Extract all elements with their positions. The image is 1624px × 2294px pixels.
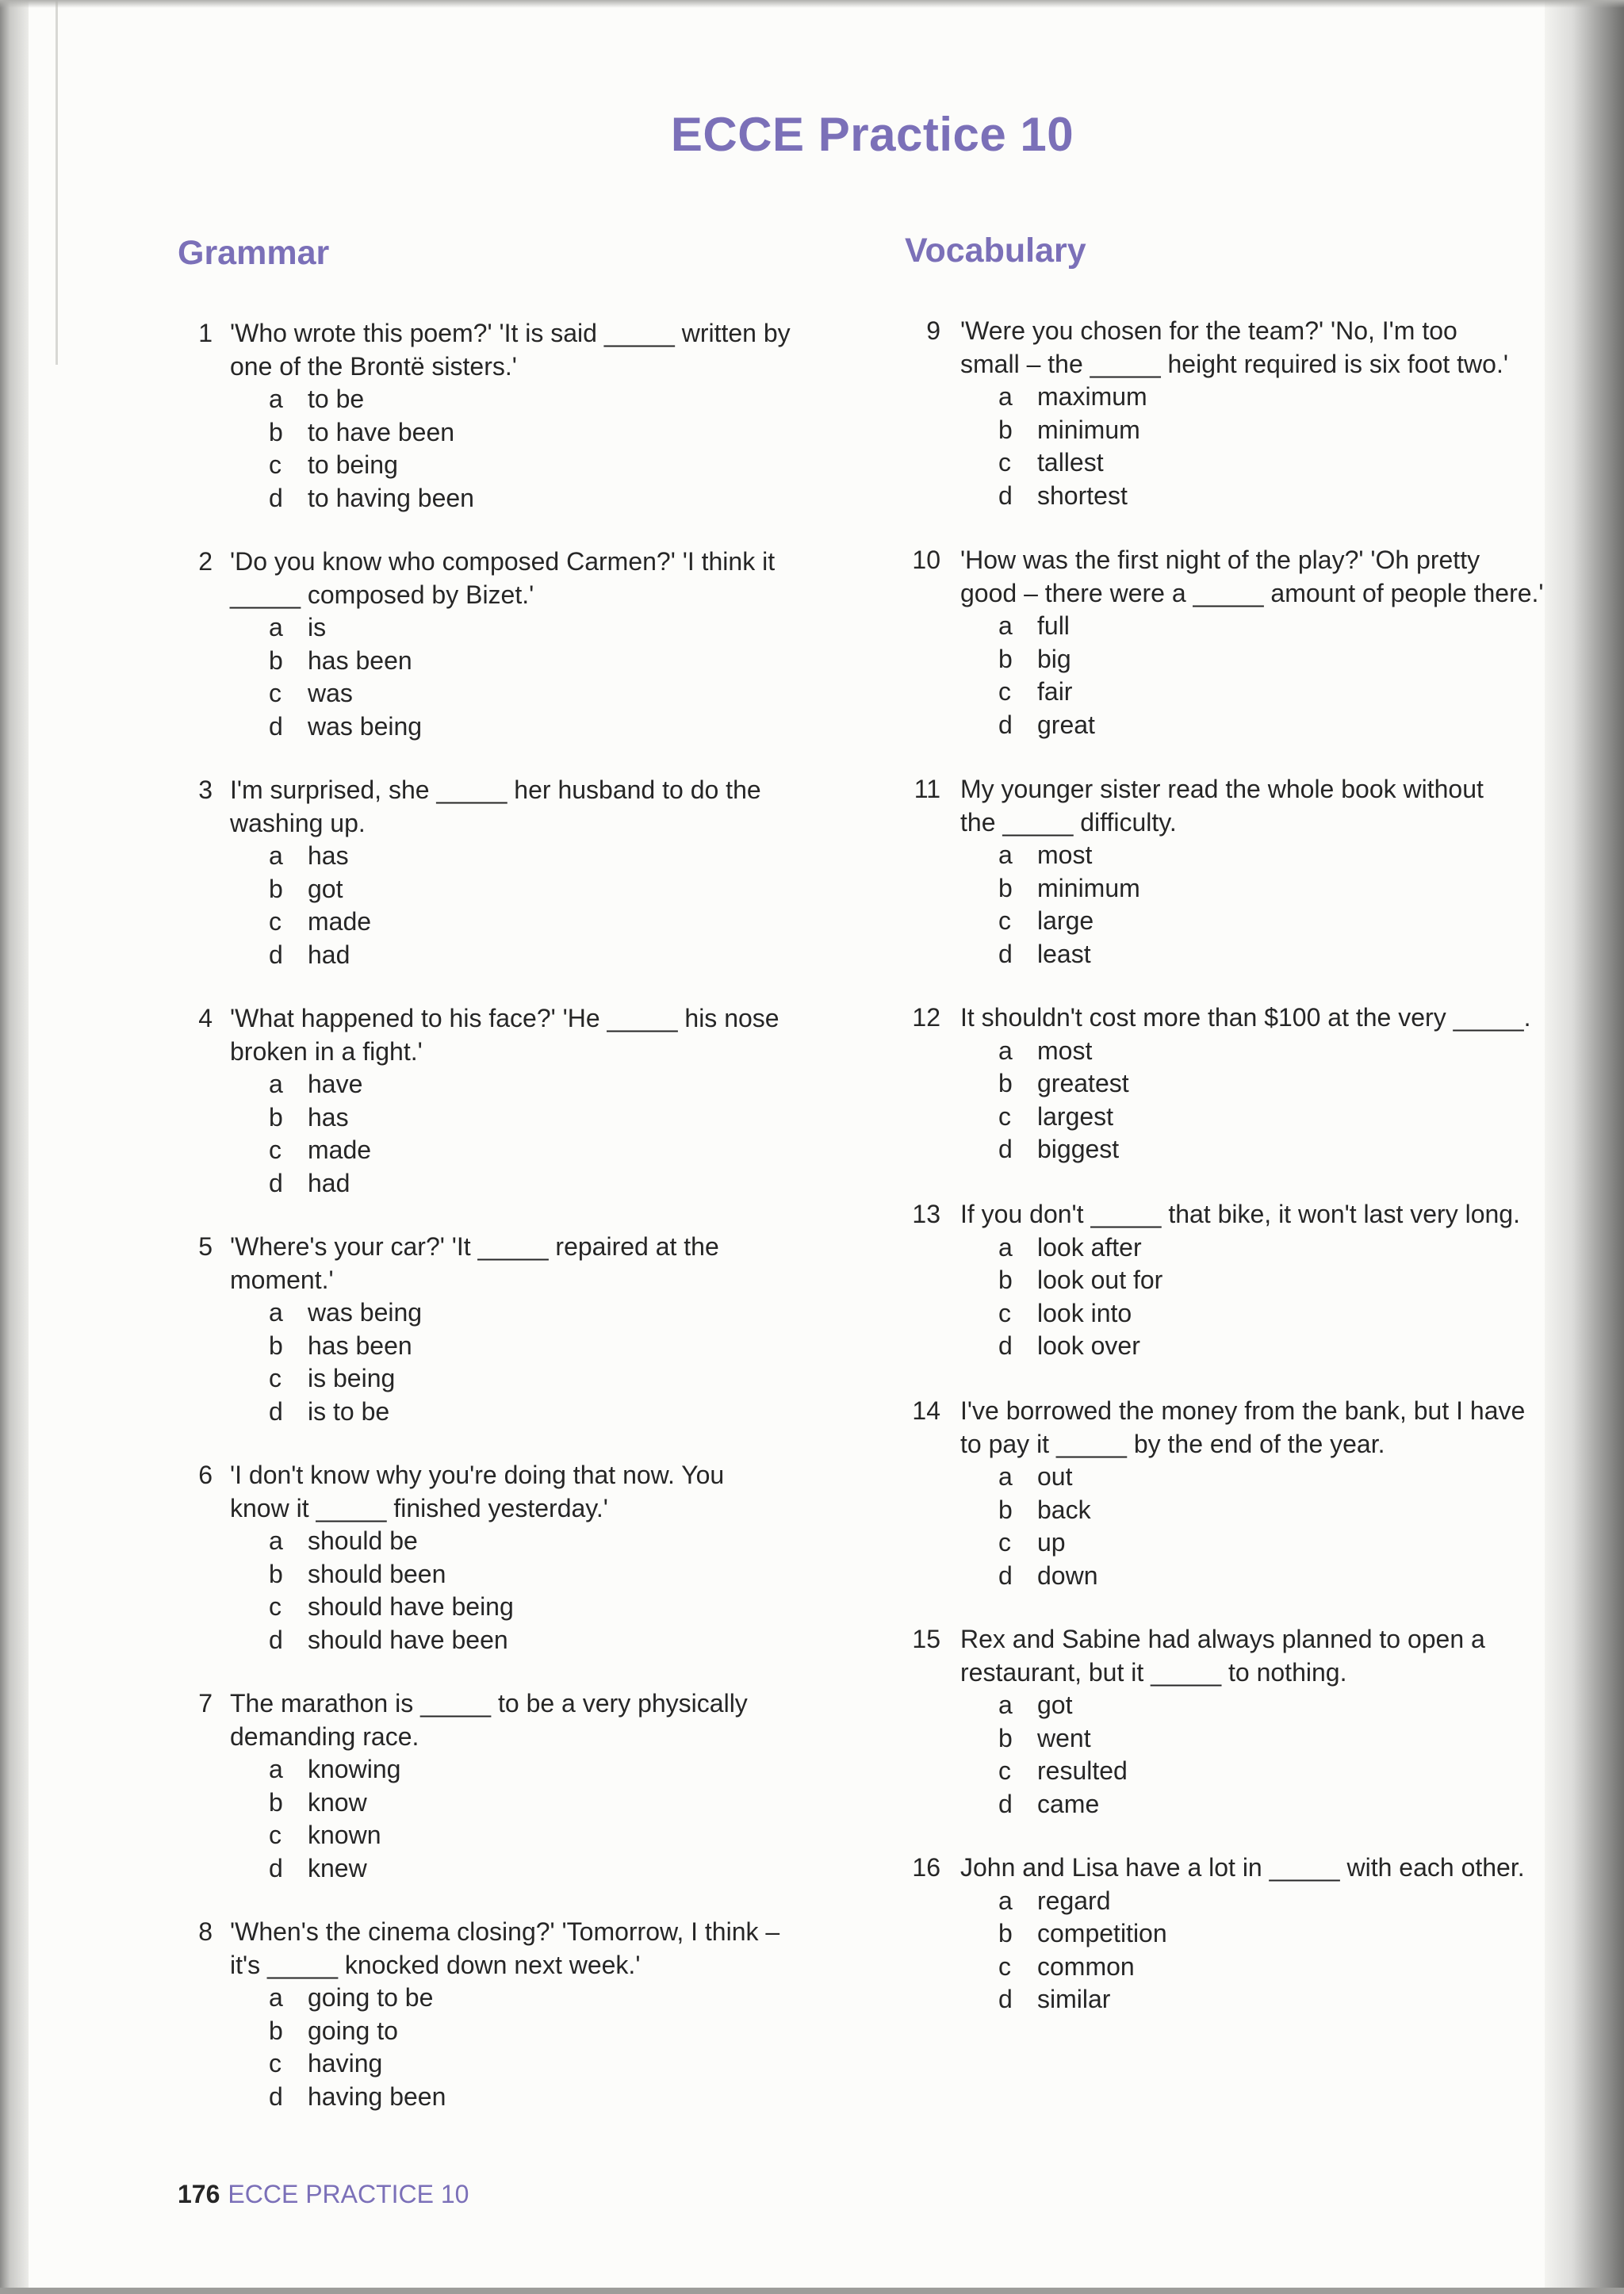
option-text: most [1037,1036,1093,1065]
answer-option-b [269,1330,848,1363]
option-letter: d [269,940,283,969]
option-letter: a [998,611,1013,640]
option-letter: d [269,1853,283,1882]
option-text: largest [1037,1101,1114,1131]
option-text: was [308,679,353,707]
answer-option-d [269,710,848,744]
answer-option-a [998,1885,1563,1918]
question-number: 8 [198,1917,213,1946]
question-stem-line: 'Where's your car?' 'It _____ repaired at the [230,1232,719,1261]
option-letter: d [269,2081,283,2111]
question-stem-line: the _____ difficulty. [960,807,1177,837]
option-text: having [308,2049,383,2078]
question-stem-line: moment.' [230,1265,334,1294]
option-text: regard [1037,1886,1111,1915]
option-text: least [1037,939,1091,968]
question-stem-line: I'm surprised, she _____ her husband to do the [230,776,761,804]
option-letter: d [998,481,1013,510]
option-text: up [1037,1528,1066,1557]
option-text: should be [308,1526,418,1555]
answer-options [269,840,848,971]
answer-option-b [269,2015,848,2048]
answer-option-a [269,1753,848,1787]
option-text: knowing [308,1755,401,1783]
answer-option-d [998,709,1563,742]
option-letter: c [269,1364,282,1392]
option-text: has [308,1102,349,1132]
option-letter: d [269,1625,283,1654]
question-stem-line: broken in a fight.' [230,1036,423,1066]
question-stem-line: it's _____ knocked down next week.' [230,1950,641,1979]
question-stem [960,1852,1563,1885]
question-stem-line: It shouldn't cost more than $100 at the very _____. [960,1003,1531,1032]
option-letter: a [269,1983,283,2012]
option-text: most [1037,841,1093,869]
answer-option-b [269,1787,848,1820]
answer-options [269,383,848,515]
answer-option-d [269,1852,848,1886]
option-text: to having been [308,483,474,512]
option-text: look over [1037,1331,1140,1360]
answer-option-d [998,1560,1563,1593]
answer-option-a [269,1296,848,1330]
question-9 [926,315,1563,512]
option-letter: d [998,1561,1013,1590]
answer-option-c [998,446,1563,480]
question-stem-line: 'Do you know who composed Carmen?' 'I think it [230,547,776,576]
question-number: 3 [198,776,213,804]
answer-option-b [998,643,1563,676]
question-3 [198,774,848,971]
question-number: 2 [198,547,213,576]
answer-option-d [998,1330,1563,1363]
option-text: has [308,841,349,870]
option-letter: c [998,906,1011,935]
question-stem [960,1623,1563,1689]
question-stem [230,774,848,840]
question-12 [912,1001,1563,1166]
answer-option-b [269,873,848,906]
option-letter: b [269,1559,283,1588]
question-stem [960,1395,1563,1461]
option-letter: a [269,1526,283,1555]
option-letter: b [269,417,283,446]
question-10 [912,544,1563,741]
question-stem-line: restaurant, but it _____ to nothing. [960,1657,1347,1687]
option-letter: d [998,1331,1013,1360]
question-2 [198,546,848,743]
question-stem-line: to pay it _____ by the end of the year. [960,1429,1385,1458]
answer-options [998,1231,1563,1363]
answer-option-c [269,449,848,482]
question-number: 9 [926,316,940,345]
option-text: large [1037,906,1094,935]
option-text: went [1037,1723,1091,1752]
option-text: to be [308,385,365,413]
question-stem-line: My younger sister read the whole book without [960,775,1484,803]
answer-option-c [269,1362,848,1396]
answer-options [998,381,1563,512]
question-stem-line: small – the _____ height required is six foot two.' [960,349,1508,378]
question-stem-line: demanding race. [230,1721,419,1751]
option-letter: a [269,841,283,870]
page-bottom-edge [0,2288,1624,2294]
option-text: should been [308,1559,446,1588]
answer-option-d [998,1788,1563,1821]
option-letter: a [269,1298,283,1327]
option-letter: b [998,415,1013,444]
answer-option-b [998,1067,1563,1101]
question-11 [914,773,1563,971]
question-stem-line: I've borrowed the money from the bank, but I have [960,1396,1526,1425]
option-text: was being [308,1298,423,1327]
option-letter: c [269,679,282,707]
option-letter: c [998,1528,1011,1557]
option-letter: b [269,1787,283,1817]
option-letter: a [998,841,1013,869]
page-footer [178,2180,469,2209]
question-13 [912,1198,1563,1363]
option-text: out [1037,1462,1073,1491]
option-letter: b [269,1331,283,1360]
answer-option-a [269,840,848,873]
answer-option-c [269,1134,848,1167]
answer-option-b [269,416,848,450]
answer-option-c [269,2047,848,2081]
option-letter: d [269,1396,283,1426]
option-letter: a [998,1886,1013,1915]
answer-option-d [998,1133,1563,1166]
option-text: great [1037,710,1095,739]
option-text: have [308,1070,363,1098]
option-letter: c [269,907,282,936]
option-letter: a [269,1070,283,1098]
question-5 [198,1231,848,1428]
option-text: is being [308,1364,396,1392]
option-text: look into [1037,1298,1132,1327]
question-stem-line: 'What happened to his face?' 'He _____ his nose [230,1004,779,1032]
question-stem [960,1001,1563,1035]
answer-option-b [998,1494,1563,1527]
option-text: common [1037,1951,1135,1981]
option-letter: c [998,677,1011,706]
answer-option-b [998,414,1563,447]
question-stem-line: The marathon is _____ to be a very physically [230,1689,748,1718]
option-text: came [1037,1789,1100,1818]
answer-option-c [269,1819,848,1852]
page-edge-line [56,0,58,365]
answer-options [998,1461,1563,1592]
option-letter: c [998,1101,1011,1131]
option-text: maximum [1037,382,1147,411]
question-stem-line: 'Were you chosen for the team?' 'No, I'm too [960,316,1457,345]
option-text: has been [308,1331,412,1360]
option-letter: d [269,711,283,741]
answer-option-b [269,1558,848,1591]
option-letter: a [998,1462,1013,1491]
question-stem [960,315,1563,381]
answer-option-a [998,610,1563,643]
answer-option-d [269,939,848,972]
answer-option-a [269,1525,848,1558]
option-letter: a [269,613,283,641]
question-stem [230,317,848,383]
option-letter: c [269,1821,282,1849]
option-text: made [308,1136,372,1164]
option-letter: c [998,1756,1011,1785]
option-letter: b [269,2016,283,2045]
answer-option-b [269,645,848,678]
option-text: has been [308,645,412,675]
option-letter: c [998,1951,1011,1981]
question-number: 12 [912,1003,940,1032]
option-letter: d [998,1135,1013,1163]
answer-option-a [998,1461,1563,1494]
option-letter: b [998,1919,1013,1947]
answer-option-a [998,839,1563,872]
answer-option-d [269,1396,848,1429]
answer-options [998,1885,1563,2016]
option-text: should have been [308,1625,508,1654]
question-4 [198,1002,848,1200]
question-number: 11 [914,775,940,803]
option-text: got [1037,1691,1073,1719]
option-letter: d [269,483,283,512]
answer-options [998,1689,1563,1821]
question-stem [960,1198,1563,1231]
answer-option-c [269,906,848,939]
option-text: fair [1037,677,1073,706]
answer-option-d [269,1624,848,1657]
question-stem-line: one of the Brontë sisters.' [230,351,517,381]
question-stem-line: washing up. [230,808,366,837]
question-stem-line: know it _____ finished yesterday.' [230,1493,608,1522]
question-6 [198,1459,848,1656]
question-15 [912,1623,1563,1821]
answer-option-d [269,2081,848,2114]
vocabulary-heading: Vocabulary [905,232,1086,270]
question-stem [230,546,848,611]
option-letter: c [998,448,1011,477]
option-letter: c [269,1136,282,1164]
option-text: had [308,940,350,969]
answer-options [998,839,1563,971]
question-stem-line: 'When's the cinema closing?' 'Tomorrow, I think – [230,1917,780,1946]
answer-option-d [269,482,848,515]
option-text: is to be [308,1396,390,1426]
option-letter: b [998,644,1013,673]
option-text: look out for [1037,1266,1163,1294]
answer-options [269,1753,848,1885]
option-text: shortest [1037,481,1128,510]
answer-option-d [998,1983,1563,2016]
option-text: was being [308,711,423,741]
option-text: similar [1037,1985,1111,2013]
page-gutter-shadow [0,0,29,2294]
option-text: big [1037,644,1071,673]
option-letter: a [269,1755,283,1783]
answer-option-c [998,1951,1563,1984]
question-stem-line: John and Lisa have a lot in _____ with each other. [960,1853,1525,1882]
option-letter: b [998,1069,1013,1097]
option-text: look after [1037,1232,1142,1262]
answer-option-b [998,1917,1563,1951]
option-letter: a [269,385,283,413]
question-stem-line: _____ composed by Bizet.' [230,580,534,609]
option-letter: c [998,1298,1011,1327]
option-letter: b [269,1102,283,1132]
answer-option-a [998,1689,1563,1722]
question-stem-line: 'Who wrote this poem?' 'It is said _____ written by [230,319,791,347]
option-text: got [308,874,343,903]
answer-option-c [998,1297,1563,1331]
option-letter: c [269,2049,282,2078]
option-text: resulted [1037,1756,1128,1785]
answer-option-d [998,480,1563,513]
option-text: made [308,907,372,936]
option-letter: d [998,939,1013,968]
answer-option-c [998,1755,1563,1788]
question-stem-line: Rex and Sabine had always planned to open a [960,1625,1485,1653]
page-number: 176 [178,2180,220,2208]
question-stem [230,1002,848,1068]
option-letter: a [998,382,1013,411]
option-letter: c [269,1592,282,1621]
question-number: 7 [198,1689,213,1718]
question-stem-line: 'I don't know why you're doing that now. You [230,1461,725,1489]
option-letter: d [998,1789,1013,1818]
answer-option-b [998,1264,1563,1297]
option-letter: b [998,1266,1013,1294]
option-letter: b [998,873,1013,902]
option-text: should have being [308,1592,514,1621]
question-stem [230,1231,848,1296]
page-title: ECCE Practice 10 [670,108,1074,161]
option-letter: a [998,1691,1013,1719]
option-text: having been [308,2081,446,2111]
option-letter: b [269,874,283,903]
option-letter: a [998,1036,1013,1065]
answer-options [269,1068,848,1200]
option-text: biggest [1037,1135,1120,1163]
question-stem [230,1459,848,1525]
option-text: competition [1037,1919,1167,1947]
option-letter: d [998,1985,1013,2013]
question-number: 6 [198,1461,213,1489]
answer-options [998,610,1563,741]
answer-option-d [269,1167,848,1201]
option-letter: d [998,710,1013,739]
question-number: 15 [912,1625,940,1653]
question-number: 14 [912,1396,940,1425]
question-number: 1 [198,319,213,347]
answer-option-a [269,1982,848,2015]
option-text: going to be [308,1983,434,2012]
option-text: tallest [1037,448,1104,477]
option-letter: c [269,450,282,479]
grammar-heading: Grammar [178,234,330,272]
answer-option-b [998,1722,1563,1756]
question-stem [960,544,1563,610]
option-text: full [1037,611,1070,640]
question-stem-line: 'How was the first night of the play?' 'Oh pretty [960,546,1480,574]
question-stem-line: If you don't _____ that bike, it won't last very long. [960,1200,1520,1228]
option-text: know [308,1787,367,1817]
option-text: known [308,1821,381,1849]
question-1 [198,317,848,515]
answer-option-c [269,1591,848,1624]
question-14 [912,1395,1563,1592]
answer-option-a [998,381,1563,414]
question-number: 16 [912,1853,940,1882]
option-text: had [308,1168,350,1197]
question-stem [230,1687,848,1753]
option-text: down [1037,1561,1098,1590]
option-letter: b [998,1723,1013,1752]
option-letter: b [269,645,283,675]
answer-option-a [269,611,848,645]
answer-option-c [998,905,1563,938]
option-letter: a [998,1232,1013,1262]
question-number: 5 [198,1232,213,1261]
answer-option-c [998,1526,1563,1560]
option-text: knew [308,1853,367,1882]
option-text: to have been [308,417,455,446]
question-stem [230,1916,848,1982]
option-text: minimum [1037,873,1140,902]
answer-option-a [998,1035,1563,1068]
answer-option-a [269,1068,848,1101]
option-letter: b [998,1495,1013,1524]
question-7 [198,1687,848,1885]
option-text: greatest [1037,1069,1129,1097]
question-number: 13 [912,1200,940,1228]
answer-option-c [998,1101,1563,1134]
answer-options [998,1035,1563,1166]
answer-option-b [269,1101,848,1135]
page-top-shadow [0,0,1624,8]
option-text: back [1037,1495,1091,1524]
question-stem [960,773,1563,839]
answer-option-c [998,676,1563,709]
option-text: minimum [1037,415,1140,444]
question-8 [198,1916,848,2113]
answer-option-c [269,677,848,710]
question-number: 4 [198,1004,213,1032]
question-stem-line: good – there were a _____ amount of people there.' [960,578,1544,607]
option-text: going to [308,2016,398,2045]
answer-options [269,1296,848,1428]
answer-options [269,1982,848,2113]
option-text: to being [308,450,398,479]
answer-option-d [998,938,1563,971]
answer-option-b [998,872,1563,906]
footer-label: ECCE PRACTICE 10 [228,2180,469,2208]
option-text: is [308,613,327,641]
option-letter: d [269,1168,283,1197]
question-number: 10 [912,546,940,574]
answer-option-a [998,1231,1563,1265]
question-16 [912,1852,1563,2016]
answer-options [269,611,848,743]
answer-options [269,1525,848,1656]
answer-option-a [269,383,848,416]
